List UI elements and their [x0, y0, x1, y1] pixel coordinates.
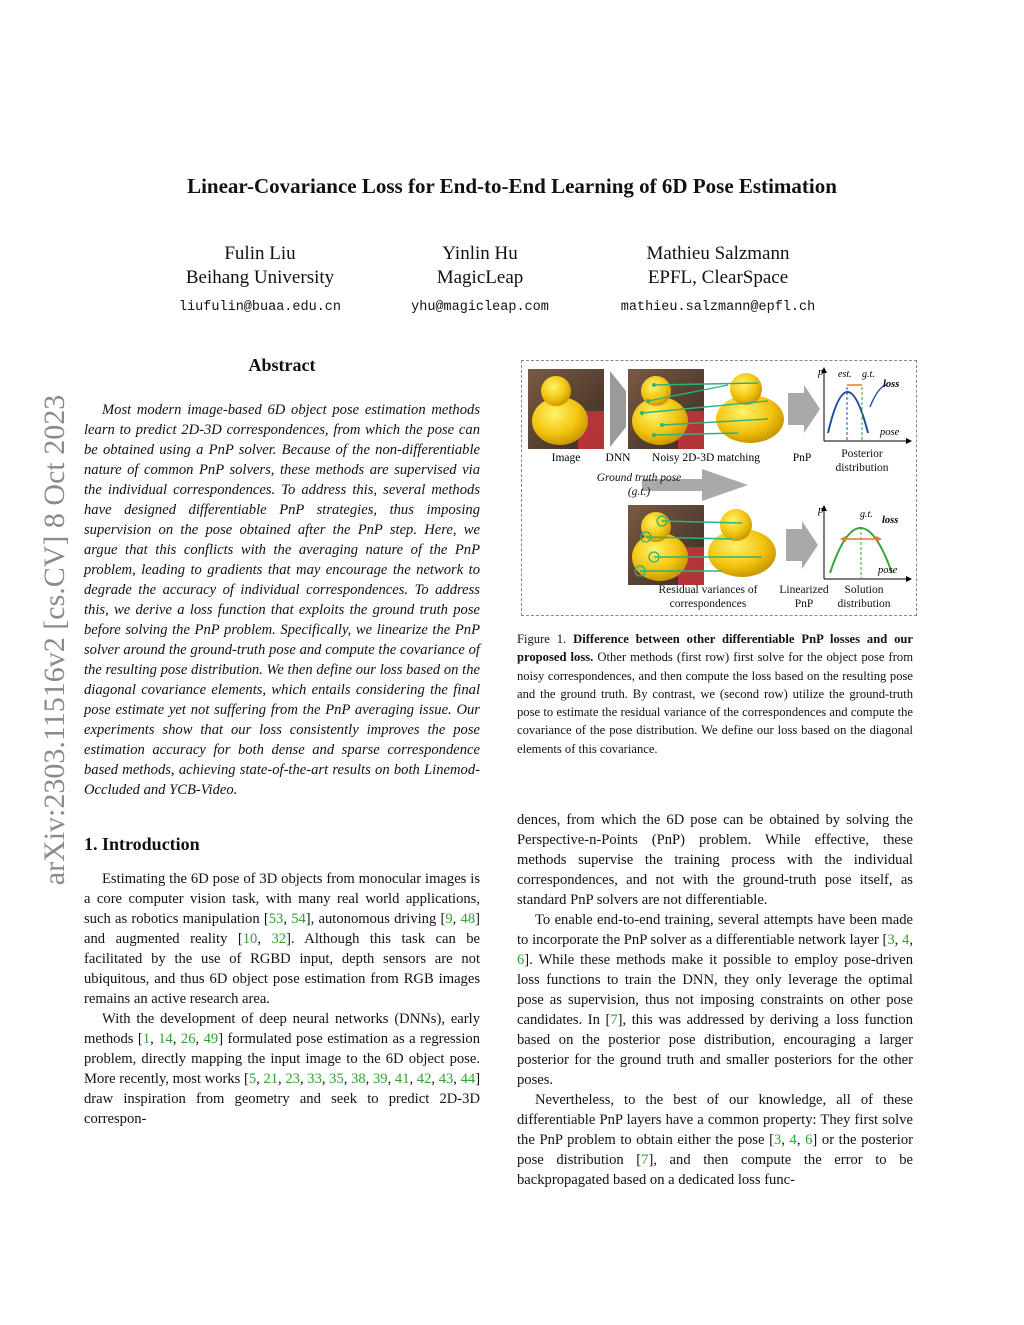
image-label: Image	[551, 452, 581, 464]
citation-link[interactable]: 7	[610, 1012, 618, 1028]
citation-link[interactable]: 4	[789, 1132, 797, 1148]
citation-link[interactable]: 3	[887, 932, 895, 948]
residual-label: Residual variances of correspondences	[658, 584, 758, 610]
citation-link[interactable]: 53	[268, 911, 284, 927]
citation-link[interactable]: 6	[805, 1132, 813, 1148]
citation-link[interactable]: 42	[416, 1071, 432, 1087]
right-column-text	[517, 810, 913, 1190]
citation-link[interactable]: 54	[291, 911, 306, 927]
intro-paragraph-2: With the development of deep neural networks (DNNs), early methods [1, 14, 26, 49] formulated pose estimation as a regression problem, directly mapping the input image to the 6D object pose. More recently, most works [5, 21, 23, 33, 35, 38, 39, 41, 42, 43, 44] draw inspiration from geometry and seek to predict 2D-3D correspon-	[84, 1011, 481, 1127]
figure-1-caption: Figure 1. Difference between other differentiable PnP losses and our proposed loss. Other methods (first row) first solve for the object pose from noisy correspondences, and then compute the loss based on the resulting pose and the ground truth. By contrast, we (second row) utilize the ground-truth pose to estimate the residual variance of the correspondences and compute the covariance of the pose distribution. We define our loss based on the diagonal elements of this covariance.	[517, 632, 913, 756]
author-affiliation: EPFL, ClearSpace	[647, 267, 789, 288]
citation-link[interactable]: 48	[460, 911, 476, 927]
citation-link[interactable]: 26	[180, 1031, 196, 1047]
solution-label: Solution distribution	[837, 584, 891, 610]
citation-link[interactable]: 33	[307, 1071, 322, 1087]
duck-head	[541, 376, 571, 406]
author-block-2	[350, 242, 610, 320]
loss-label-2: loss	[882, 515, 899, 526]
author-affiliation: MagicLeap	[436, 267, 524, 288]
citation-link[interactable]: 3	[773, 1132, 782, 1148]
paper-title: Linear-Covariance Loss for End-to-End Learning of 6D Pose Estimation	[187, 174, 837, 198]
citation-link[interactable]: 43	[438, 1071, 454, 1087]
abstract-heading: Abstract	[248, 355, 316, 375]
citation-link[interactable]: 49	[203, 1031, 219, 1047]
noisy-matching-label: Noisy 2D-3D matching	[652, 452, 760, 464]
loss-label: loss	[883, 379, 900, 390]
citation-link[interactable]: 9	[445, 911, 453, 927]
dnn-label: DNN	[605, 452, 631, 464]
est-label: est.	[838, 369, 852, 380]
posterior-label: Posterior distribution	[835, 448, 889, 474]
author-affiliation: Beihang University	[185, 267, 335, 288]
citation-link[interactable]: 21	[263, 1071, 279, 1087]
citation-link[interactable]: 41	[394, 1071, 410, 1087]
author-name: Yinlin Hu	[442, 243, 518, 264]
axis-p-label-2: p	[818, 504, 824, 516]
axis-p-label: p	[818, 366, 824, 378]
author-name: Fulin Liu	[224, 243, 296, 264]
author-name: Mathieu Salzmann	[646, 243, 790, 264]
pose-axis-label: pose	[880, 427, 900, 438]
linearized-pnp-label: Linearized PnP	[779, 584, 829, 610]
figure-1-diagram	[522, 361, 916, 615]
pnp-label: PnP	[792, 452, 812, 464]
citation-link[interactable]: 35	[329, 1071, 344, 1087]
citation-link[interactable]: 5	[248, 1071, 257, 1087]
dnn-block	[610, 371, 626, 447]
author-block-3	[588, 242, 848, 320]
gt-label-2: g.t.	[860, 509, 873, 520]
intro-paragraph-3: dences, from which the 6D pose can be obtained by solving the Perspective-n-Points (PnP) problem. While effective, these methods supervise the training process with the individual correspondences, and not with the ground-truth pose itself, as standard PnP solvers are not differentiable.	[517, 812, 913, 908]
linearized-pnp-arrow	[786, 521, 818, 569]
figure-1	[521, 360, 917, 616]
abstract-text: Most modern image-based 6D object pose estimation methods learn to predict 2D-3D correspondences, from which the pose can be obtained using a PnP solver. Because of the non-differentiable nature of common PnP solvers, these methods are supervised via the individual correspondences. To address this, several methods have designed differentiable PnP strategies, thus imposing supervision on the pose obtained after the PnP step. Here, we argue that this conflicts with the averaging nature of the PnP problem, leading to gradients that may encourage the network to degrade the accuracy of individual correspondences. To address this, we derive a loss function that exploits the ground truth pose before solving the PnP problem. Specifically, we linearize the PnP solver around the ground-truth pose and compute the covariance of the resulting pose distribution. We then define our loss based on the diagonal covariance elements, which entails considering the final pose estimate yet not suffering from the PnP averaging issue. Our experiments show that our loss consistently improves the pose estimation accuracy for both dense and sparse correspondence based methods, achieving state-of-the-art results on both Linemod-Occluded and YCB-Video.	[84, 402, 480, 798]
citation-link[interactable]: 6	[517, 952, 525, 968]
arxiv-id: arXiv:2303.11516v2 [cs.CV] 8 Oct 2023	[38, 394, 71, 886]
citation-link[interactable]: 32	[271, 931, 287, 947]
intro-paragraph-1: Estimating the 6D pose of 3D objects from monocular images is a core computer vision task, with many real world applications, such as robotics manipulation [53, 54], autonomous driving [9, 48] and augmented reality [10, 32]. Although this task can be facilitated by the use of RGBD input, depth sensors are not ubiquitous, and thus 6D object pose estimation from RGB images remains an active research area.	[84, 871, 481, 1007]
section-heading-introduction: 1. Introduction	[84, 834, 200, 854]
pose-axis-label-2: pose	[878, 565, 898, 576]
ground-truth-label: Ground truth pose (g.t.)	[596, 472, 682, 498]
author-email[interactable]: yhu@magicleap.com	[411, 300, 549, 315]
citation-link[interactable]: 1	[142, 1031, 151, 1047]
citation-link[interactable]: 7	[641, 1152, 649, 1168]
citation-link[interactable]: 14	[158, 1031, 173, 1047]
gt-label: g.t.	[862, 369, 875, 380]
citation-link[interactable]: 44	[460, 1071, 476, 1087]
citation-link[interactable]: 39	[372, 1071, 388, 1087]
left-column	[84, 355, 480, 1129]
intro-paragraph-5: Nevertheless, to the best of our knowledge, all of these differentiable PnP layers have a common property: They first solve the PnP problem to obtain either the pose [3, 4, 6] or the posterior pose distribution [7], and then compute the error to be backpropagated based on a dedicated loss func-	[517, 1092, 914, 1188]
citation-link[interactable]: 10	[242, 931, 258, 947]
citation-link[interactable]: 4	[902, 932, 910, 948]
citation-link[interactable]: 38	[351, 1071, 366, 1087]
intro-paragraph-4: To enable end-to-end training, several attempts have been made to incorporate the PnP solver as a differentiable network layer [3, 4, 6]. While these methods make it possible to employ pose-driven loss functions to train the DNN, they only leverage the optimal pose as supervision, thus not imposing constraints on other pose candidates. In [7], this was addressed by deriving a loss function based on the posterior pose distribution, encouraging a larger posterior for the ground truth and smaller posteriors for the other poses.	[517, 912, 913, 1088]
author-email[interactable]: liufulin@buaa.edu.cn	[178, 300, 342, 315]
pnp-arrow	[788, 385, 820, 433]
citation-link[interactable]: 23	[285, 1071, 300, 1087]
author-email[interactable]: mathieu.salzmann@epfl.ch	[620, 300, 816, 315]
right-column	[517, 360, 913, 758]
